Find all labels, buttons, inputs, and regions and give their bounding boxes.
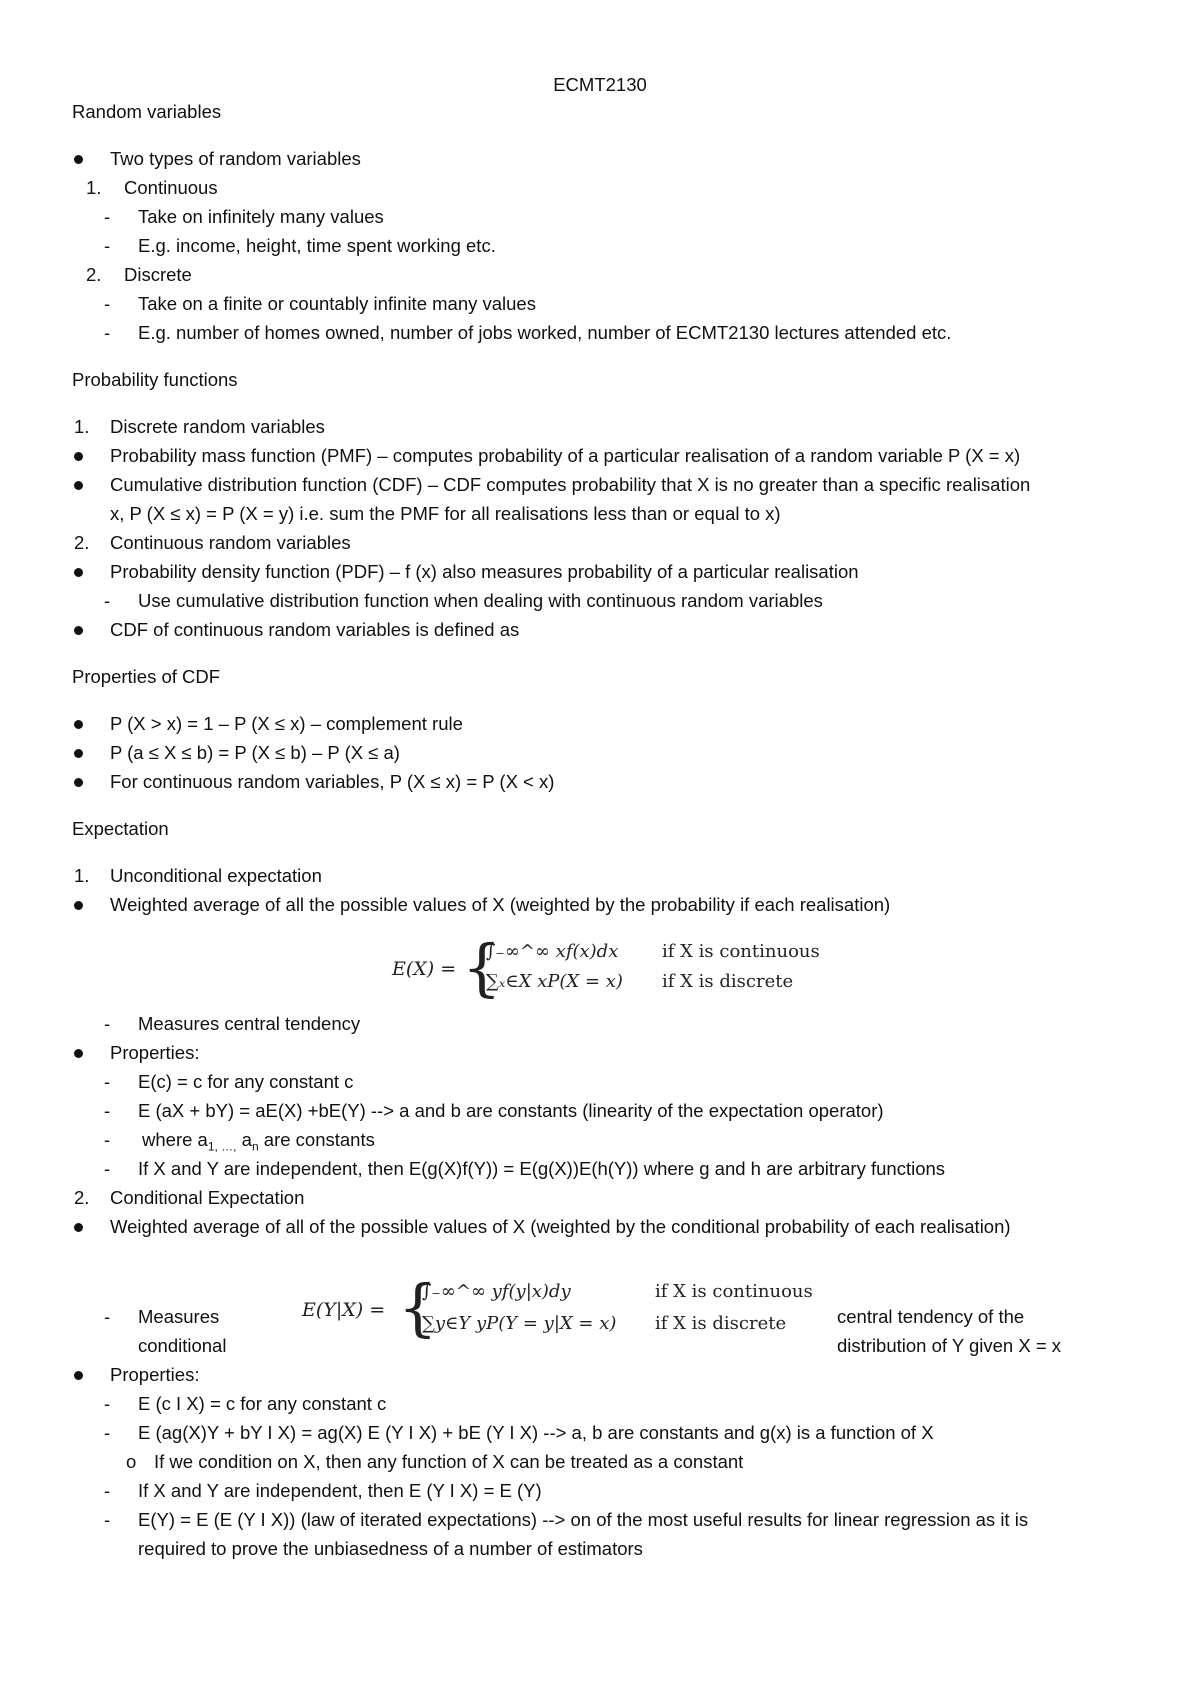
dash-item: - E(c) = c for any constant c xyxy=(104,1071,354,1092)
bullet-icon xyxy=(74,155,83,164)
dash-item: - Take on a finite or countably infinite many values xyxy=(104,293,536,314)
bullet-item: Probability mass function (PMF) – computes probability of a particular realisation of a random variable P (X = x) xyxy=(110,445,1020,467)
circle-item: o If we condition on X, then any function of X can be treated as a constant xyxy=(126,1451,744,1472)
bullet-item: Probability density function (PDF) – f (x) also measures probability of a particular realisation xyxy=(110,561,859,583)
circle-bullet-icon: o xyxy=(126,1451,137,1472)
dash-icon: - xyxy=(104,322,111,343)
dash-item: - E (aX + bY) = aE(X) +bE(Y) --> a and b are constants (linearity of the expectation operator) xyxy=(104,1100,884,1121)
heading-properties-of-cdf: Properties of CDF xyxy=(72,666,221,687)
dash-icon: - xyxy=(104,1422,111,1443)
dash-item-continuation: required to prove the unbiasedness of a number of estimators xyxy=(138,1538,643,1559)
dash-item: - If X and Y are independent, then E(g(X)f(Y)) = E(g(X))E(h(Y)) where g and h are arbitrary functions xyxy=(104,1158,946,1179)
bullet-item: Properties: xyxy=(110,1042,199,1064)
dash-icon: - xyxy=(104,1509,111,1530)
bullet-icon xyxy=(74,749,83,758)
numbered-item: 1. Continuous xyxy=(86,177,218,198)
dash-icon: - xyxy=(104,1013,111,1034)
dash-item: - E (ag(X)Y + bY I X) = ag(X) E (Y I X) + bE (Y I X) --> a, b are constants and g(x) is a function of X xyxy=(104,1422,934,1443)
dash-item: - Use cumulative distribution function when dealing with continuous random variables xyxy=(104,590,823,611)
numbered-item: 2. Continuous random variables xyxy=(74,532,351,553)
dash-item: - Measures xyxy=(104,1306,220,1327)
bullet-item: Weighted average of all of the possible values of X (weighted by the conditional probability of each realisation) xyxy=(110,1216,1011,1238)
dash-item: - where $a_{1, \dots,}$ $a_n$ are constants xyxy=(104,1129,375,1154)
bullet-icon xyxy=(74,1223,83,1232)
dash-icon: - xyxy=(104,1100,111,1121)
numbered-item: 1. Unconditional expectation xyxy=(74,865,322,886)
dash-icon: - xyxy=(104,293,111,314)
bullet-item: Two types of random variables xyxy=(110,148,361,170)
bullet-item: Cumulative distribution function (CDF) – CDF computes probability that X is no greater than a specific realisation xyxy=(110,474,1030,496)
dash-item: - Measures central tendency xyxy=(104,1013,361,1034)
bullet-icon xyxy=(74,481,83,490)
numbered-item: 2. Discrete xyxy=(86,264,192,285)
bullet-item: For continuous random variables, P (X ≤ x) = P (X < x) xyxy=(110,771,554,793)
dash-icon: - xyxy=(104,1393,111,1414)
numbered-item: 2. Conditional Expectation xyxy=(74,1187,305,1208)
dash-item-continuation: conditional xyxy=(138,1335,227,1356)
heading-expectation: Expectation xyxy=(72,818,169,839)
dash-item: - E.g. income, height, time spent working etc. xyxy=(104,235,496,256)
dash-icon: - xyxy=(104,206,111,227)
side-text: distribution of Y given X = x xyxy=(837,1335,1062,1356)
dash-icon: - xyxy=(104,1071,111,1092)
bullet-icon xyxy=(74,452,83,461)
bullet-item: Weighted average of all the possible values of X (weighted by the probability if each realisation) xyxy=(110,894,890,916)
bullet-item: CDF of continuous random variables is defined as xyxy=(110,619,519,641)
dash-item: - Take on infinitely many values xyxy=(104,206,384,227)
bullet-icon xyxy=(74,1371,83,1380)
dash-icon: - xyxy=(104,1306,111,1327)
dash-icon: - xyxy=(104,1129,111,1150)
bullet-item: P (X > x) = 1 – P (X ≤ x) – complement rule xyxy=(110,713,463,735)
dash-item: - E(Y) = E (E (Y I X)) (law of iterated expectations) --> on of the most useful results for linear regression as it is xyxy=(104,1509,1029,1530)
numbered-item: 1. Discrete random variables xyxy=(74,416,325,437)
bullet-item: Properties: xyxy=(110,1364,199,1386)
dash-icon: - xyxy=(104,1158,111,1179)
page-title: ECMT2130 xyxy=(553,74,647,95)
dash-item: - E.g. number of homes owned, number of jobs worked, number of ECMT2130 lectures attended etc. xyxy=(104,322,952,343)
bullet-icon xyxy=(74,626,83,635)
dash-item: - E (c I X) = c for any constant c xyxy=(104,1393,387,1414)
dash-icon: - xyxy=(104,235,111,256)
bullet-continuation: x, P (X ≤ x) = P (X = y) i.e. sum the PMF for all realisations less than or equal to x) xyxy=(110,503,781,524)
bullet-icon xyxy=(74,901,83,910)
expectation-equation: E(X) = { ∫₋∞^∞ xf(x)dx ∑ₓ∈X xP(X = x) if X is continuous if X is discrete xyxy=(392,931,820,1004)
dash-icon: - xyxy=(104,590,111,611)
bullet-icon xyxy=(74,1049,83,1058)
conditional-expectation-equation: E(Y|X) = { ∫₋∞^∞ yf(y|x)dy ∑y∈Y yP(Y = y|X = x) if X is continuous if X is discrete xyxy=(302,1271,813,1344)
bullet-icon xyxy=(74,568,83,577)
bullet-item: P (a ≤ X ≤ b) = P (X ≤ b) – P (X ≤ a) xyxy=(110,742,400,764)
bullet-icon xyxy=(74,720,83,729)
side-text: central tendency of the xyxy=(837,1306,1025,1327)
dash-icon: - xyxy=(104,1480,111,1501)
heading-probability-functions: Probability functions xyxy=(72,369,238,390)
bullet-icon xyxy=(74,778,83,787)
heading-random-variables: Random variables xyxy=(72,101,222,122)
dash-item: - If X and Y are independent, then E (Y I X) = E (Y) xyxy=(104,1480,542,1501)
